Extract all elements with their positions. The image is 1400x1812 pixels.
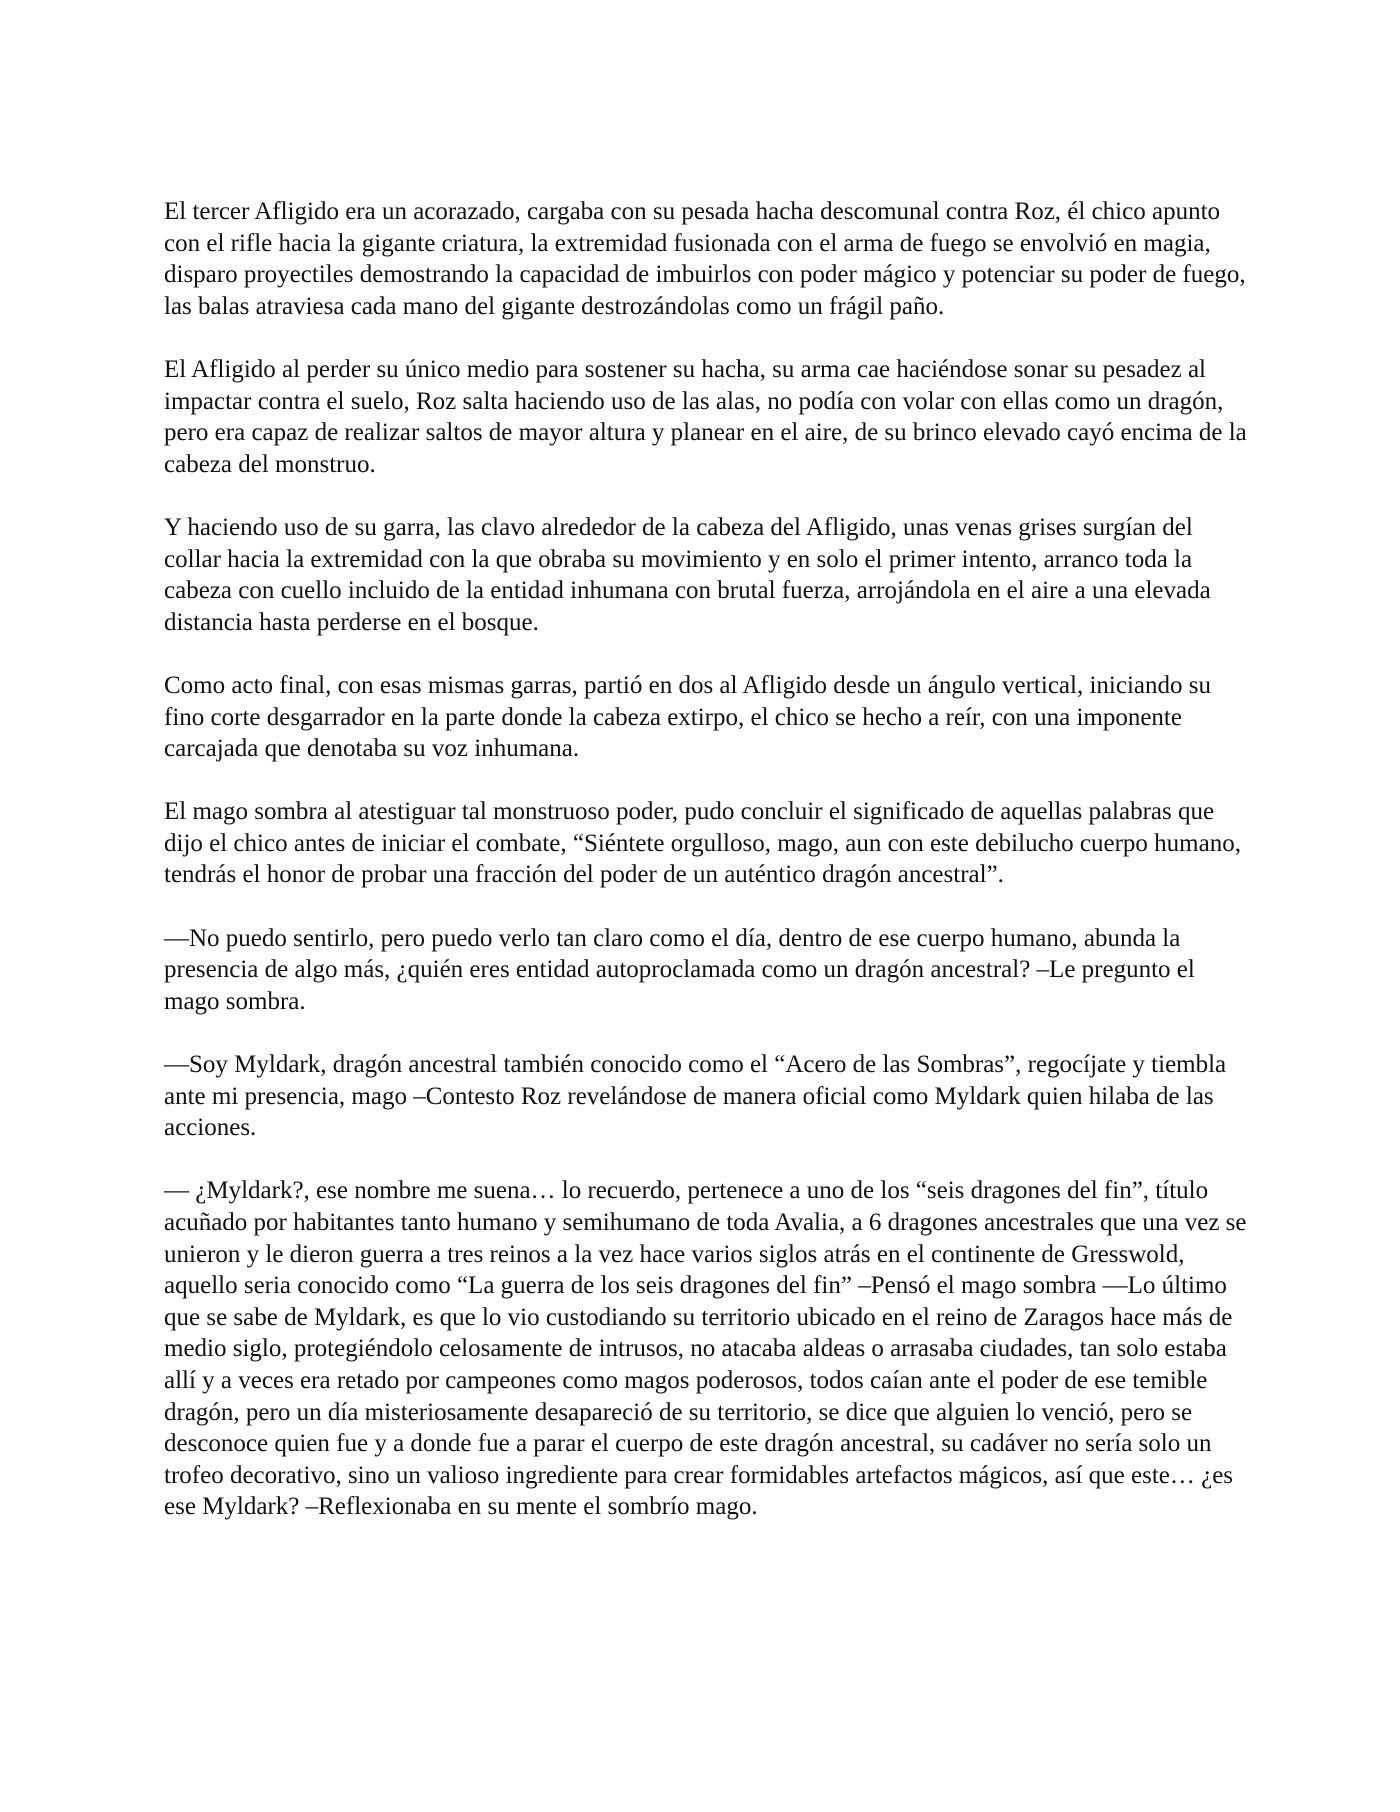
paragraph: — ¿Myldark?, ese nombre me suena… lo recuerdo, pertenece a uno de los “seis dragones del fin”, título acuñado por habitantes tanto humano y semihumano de toda Avalia, a 6 dragones ancestrales que una vez se unieron y le dieron guerra a tres reinos a la vez hace varios siglos atrás en el continente de Gresswold, aquello seria conocido como “La guerra de los seis dragones del fin” –Pensó el mago sombra —Lo último que se sabe de Myldark, es que lo vio custodiando su territorio ubicado en el reino de Zaragos hace más de medio siglo, protegiéndolo celosamente de intrusos, no atacaba aldeas o arrasaba ciudades, tan solo estaba allí y a veces era retado por campeones como magos poderosos, todos caían ante el poder de ese temible dragón, pero un día misteriosamente desapareció de su territorio, se dice que alguien lo venció, pero se desconoce quien fue y a donde fue a parar el cuerpo de este dragón ancestral, su cadáver no sería solo un trofeo decorativo, sino un valioso ingrediente para crear formidables artefactos mágicos, así que este… ¿es ese Myldark? –Reflexionaba en su mente el sombrío mago.: [164, 1177, 1247, 1521]
paragraph: Y haciendo uso de su garra, las clavo alrededor de la cabeza del Afligido, unas venas grises surgían del collar hacia la extremidad con la que obraba su movimiento y en solo el primer intento, arranco toda la cabeza con cuello incluido de la entidad inhumana con brutal fuerza, arrojándola en el aire a una elevada distancia hasta perderse en el bosque.: [164, 513, 1211, 636]
paragraph: El mago sombra al atestiguar tal monstruoso poder, pudo concluir el significado de aquellas palabras que dijo el chico antes de iniciar el combate, “Siéntete orgulloso, mago, aun con este debilucho cuerpo humano, tendrás el honor de probar una fracción del poder de un auténtico dragón ancestral”.: [164, 798, 1241, 889]
paragraph: El Afligido al perder su único medio para sostener su hacha, su arma cae haciéndose sonar su pesadez al impactar contra el suelo, Roz salta haciendo uso de las alas, no podía con volar con ellas como un dragón, pero era capaz de realizar saltos de mayor altura y planear en el aire, de su brinco elevado cayó encima de la cabeza del monstruo.: [164, 355, 1247, 478]
paragraph: —No puedo sentirlo, pero puedo verlo tan claro como el día, dentro de ese cuerpo humano, abunda la presencia de algo más, ¿quién eres entidad autoproclamada como un dragón ancestral? –Le pregunto el mago sombra.: [164, 924, 1195, 1015]
paragraph: Como acto final, con esas mismas garras, partió en dos al Afligido desde un ángulo vertical, iniciando su fino corte desgarrador en la parte donde la cabeza extirpo, el chico se hecho a reír, con una imponente carcajada que denotaba su voz inhumana.: [164, 671, 1211, 763]
document-page: [164, 196, 1249, 1523]
paragraph: —Soy Myldark, dragón ancestral también conocido como el “Acero de las Sombras”, regocíjate y tiembla ante mi presencia, mago –Contesto Roz revelándose de manera oficial como Myldark quien hilaba de las acciones.: [164, 1051, 1227, 1142]
paragraph: El tercer Afligido era un acorazado, cargaba con su pesada hacha descomunal contra Roz, él chico apunto con el rifle hacia la gigante criatura, la extremidad fusionada con el arma de fuego se envolvió en magia, disparo proyectiles demostrando la capacidad de imbuirlos con poder mágico y potenciar su poder de fuego, las balas atraviesa cada mano del gigante destrozándolas como un frágil paño.: [164, 198, 1246, 320]
